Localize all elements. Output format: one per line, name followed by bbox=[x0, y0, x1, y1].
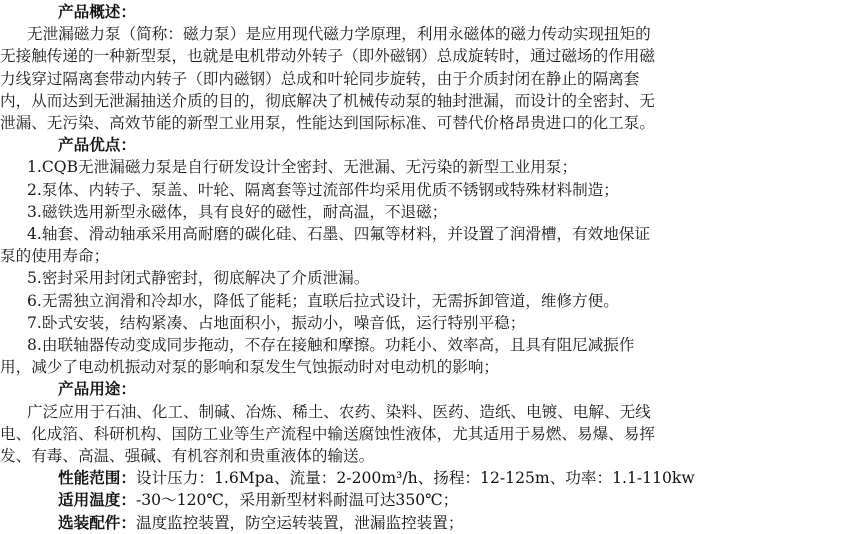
spec-options-label: 选装配件： bbox=[58, 512, 136, 532]
uses-line: 电、化成箔、科研机构、国防工业等生产流程中输送腐蚀性液体，尤其适用于易燃、易爆、易挥 bbox=[0, 424, 655, 443]
advantage-item: 5.密封采用封闭式静密封，彻底解决了介质泄漏。 bbox=[27, 269, 370, 288]
spec-performance-label: 性能范围： bbox=[58, 468, 136, 488]
advantages-heading: 产品优点： bbox=[58, 135, 136, 155]
overview-line: 无接触传递的一种新型泵，也就是电机带动外转子（即外磁钢）总成旋转时，通过磁场的作用磁 bbox=[0, 47, 655, 66]
advantage-item-continuation: 用，减少了电动机振动对泵的影响和泵发生气蚀振动时对电动机的影响； bbox=[0, 358, 500, 377]
overview-heading: 产品概述： bbox=[58, 2, 136, 21]
overview-line: 力线穿过隔离套带动内转子（即内磁钢）总成和叶轮同步旋转，由于介质封闭在静止的隔离套 bbox=[0, 69, 640, 88]
spec-temperature-label: 适用温度： bbox=[58, 490, 136, 510]
advantage-item: 3.磁铁选用新型永磁体，具有良好的磁性，耐高温，不退磁； bbox=[27, 202, 448, 221]
overview-line: 无泄漏磁力泵（简称：磁力泵）是应用现代磁力学原理，利用永磁体的磁力传动实现扭矩的 bbox=[27, 25, 651, 44]
advantage-item: 6.无需独立润滑和冷却水，降低了能耗；直联后拉式设计，无需拆卸管道，维修方便。 bbox=[27, 291, 619, 310]
uses-line: 发、有毒、高温、强碱、有机容剂和贵重液体的输送。 bbox=[0, 447, 375, 465]
advantage-item: 8.由联轴器传动变成同步拖动，不存在接触和摩擦。功耗小、效率高，且具有阻尼减振作 bbox=[27, 336, 635, 354]
advantage-item: 2.泵体、内转子、泵盖、叶轮、隔离套等过流部件均采用优质不锈钢或特殊材料制造； bbox=[27, 180, 619, 199]
spec-options-value: 温度监控装置，防空运转装置，泄漏监控装置； bbox=[135, 513, 464, 532]
uses-line: 广泛应用于石油、化工、制碱、冶炼、稀土、农药、染料、医药、造纸、电镀、电解、无线 bbox=[27, 402, 651, 421]
advantage-item: 7.卧式安装，结构紧凑、占地面积小，振动小，噪音低，运行特别平稳； bbox=[27, 313, 526, 332]
spec-performance-value: 设计压力：1.6Mpa、流量：2-200m³/h、扬程：12-125m、功率：1.1-110kw bbox=[135, 469, 695, 488]
advantage-item-continuation: 泵的使用寿命； bbox=[0, 247, 110, 266]
uses-heading: 产品用途： bbox=[58, 379, 136, 399]
overview-line: 泄漏、无污染、高效节能的新型工业用泵，性能达到国际标准、可替代价格昂贵进口的化工泵。 bbox=[0, 114, 655, 132]
spec-temperature-value: -30～120℃，采用新型材料耐温可达350℃； bbox=[135, 491, 459, 510]
advantage-item: 1.CQB无泄漏磁力泵是自行研发设计全密封、无泄漏、无污染的新型工业用泵； bbox=[27, 158, 578, 177]
overview-line: 内，从而达到无泄漏抽送介质的目的，彻底解决了机械传动泵的轴封泄漏，而设计的全密封、无 bbox=[0, 91, 655, 110]
advantage-item: 4.轴套、滑动轴承采用高耐磨的碳化硅、石墨、四氟等材料，并设置了润滑槽，有效地保证 bbox=[27, 225, 651, 243]
